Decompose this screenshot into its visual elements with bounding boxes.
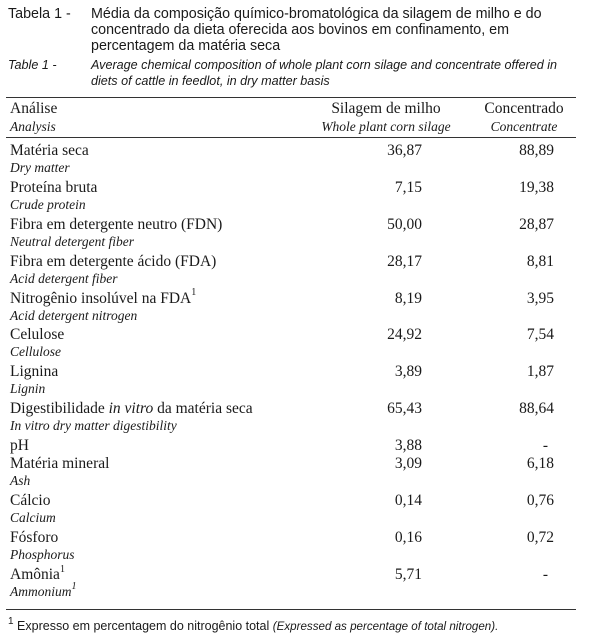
table-row (10, 288, 576, 325)
table-row (10, 527, 576, 564)
row-label-pt: Digestibilidade in vitro da matéria seca (10, 400, 253, 418)
concentrate-value: 0,76 (526, 492, 554, 510)
silage-value: 8,19 (394, 289, 422, 307)
caption-label-en: Table 1 - (8, 58, 57, 72)
row-label-en: Phosphorus (10, 546, 75, 562)
row-label-pt: Amônia$^1$ (10, 563, 65, 583)
row-label-en: Neutral detergent fiber (10, 233, 134, 249)
concentrate-value: 1,87 (526, 363, 554, 381)
row-label-pt: Fibra em detergente neutro (FDN) (10, 215, 223, 233)
bottom-rule (6, 609, 576, 610)
concentrate-value: 28,87 (519, 215, 554, 233)
concentrate-value: 0,72 (526, 528, 554, 546)
header-concentrate: Concentrado Concentrate (484, 100, 564, 134)
row-label-pt: pH (10, 437, 29, 455)
row-label-en: Acid detergent fiber (10, 270, 118, 286)
footnote-text-en: (Expressed as percentage of total nitrogen). (272, 620, 499, 633)
concentrate-value: 8,81 (526, 252, 554, 270)
footnote-marker: 1 (59, 563, 65, 575)
row-label-en: Acid detergent nitrogen (10, 307, 138, 323)
row-label-pt: Lignina (10, 363, 59, 381)
concentrate-value: 6,18 (526, 455, 554, 473)
silage-value: 28,17 (387, 252, 422, 270)
table-header (10, 100, 576, 136)
caption-portuguese (8, 6, 582, 54)
silage-value: 7,15 (394, 178, 422, 196)
table-row (10, 251, 576, 288)
silage-value: 24,92 (387, 326, 422, 344)
caption-label-pt: Tabela 1 - (8, 6, 71, 22)
row-label-en: In vitro dry matter digestibility (10, 418, 177, 434)
row-label-en: Dry matter (10, 160, 70, 175)
table-row (10, 361, 576, 398)
table-row (10, 324, 576, 361)
row-label-en: Ash (10, 473, 31, 489)
caption-english (8, 57, 582, 89)
row-label-pt: Celulose (10, 326, 65, 344)
row-label-pt: Nitrogênio insolúvel na FDA$^1$ (10, 287, 197, 307)
row-label-en: Calcium (10, 510, 56, 526)
top-rule (6, 97, 576, 98)
row-label-en: Crude protein (10, 196, 86, 212)
footnote (8, 615, 584, 635)
row-label-en: Lignin (10, 381, 46, 397)
header-silage: Silagem de milho Whole plant corn silage (321, 100, 451, 134)
concentrate-value: 88,64 (519, 400, 554, 418)
composition-table (10, 100, 576, 601)
silage-value: 3,88 (394, 437, 422, 455)
silage-value: 50,00 (387, 215, 422, 233)
table-row (10, 140, 576, 177)
concentrate-value: 3,95 (526, 289, 554, 307)
row-label-en: Cellulose (10, 344, 61, 360)
table-row (10, 453, 576, 490)
silage-value: 0,16 (394, 528, 422, 546)
row-label-pt: Matéria seca (10, 142, 89, 159)
table-caption (8, 6, 582, 89)
footnote-marker: 1 (191, 287, 197, 299)
silage-value: 3,09 (394, 455, 422, 473)
footnote-marker: 1 (71, 581, 77, 593)
concentrate-value: 7,54 (526, 326, 554, 344)
table-row (10, 398, 576, 435)
caption-text-pt: Média da composição químico-bromatológica da silagem de milho e do concentrado da dieta oferecida aos bovinos em confinamento, em percentagem da matéria seca (91, 6, 542, 54)
concentrate-value: - (542, 565, 548, 583)
footnote-text-pt: Expresso em percentagem do nitrogênio total (13, 619, 273, 633)
silage-value: 0,14 (394, 492, 422, 510)
row-label-pt: Matéria mineral (10, 455, 110, 473)
silage-value: 3,89 (394, 363, 422, 381)
row-label-pt: Fósforo (10, 528, 59, 546)
caption-text-en: Average chemical composition of whole plant corn silage and concentrate offered in diets of cattle in feedlot, in dry matter basis (91, 58, 558, 88)
footnote-marker: 1 (8, 615, 14, 627)
header-analysis: Análise Analysis (10, 100, 58, 134)
silage-value: 65,43 (387, 400, 422, 418)
row-label-en: Ammonium$^1$ (10, 581, 77, 599)
concentrate-value: - (542, 437, 548, 455)
table-row (10, 435, 576, 453)
concentrate-value: 88,89 (519, 142, 554, 159)
table-row (10, 564, 576, 601)
silage-value: 5,71 (394, 565, 422, 583)
table-row (10, 490, 576, 527)
table-row (10, 177, 576, 214)
row-label-pt: Cálcio (10, 492, 51, 510)
silage-value: 36,87 (387, 142, 422, 159)
row-label-pt: Proteína bruta (10, 178, 98, 196)
table-row (10, 214, 576, 251)
row-label-pt: Fibra em detergente ácido (FDA) (10, 252, 217, 270)
concentrate-value: 19,38 (519, 178, 554, 196)
